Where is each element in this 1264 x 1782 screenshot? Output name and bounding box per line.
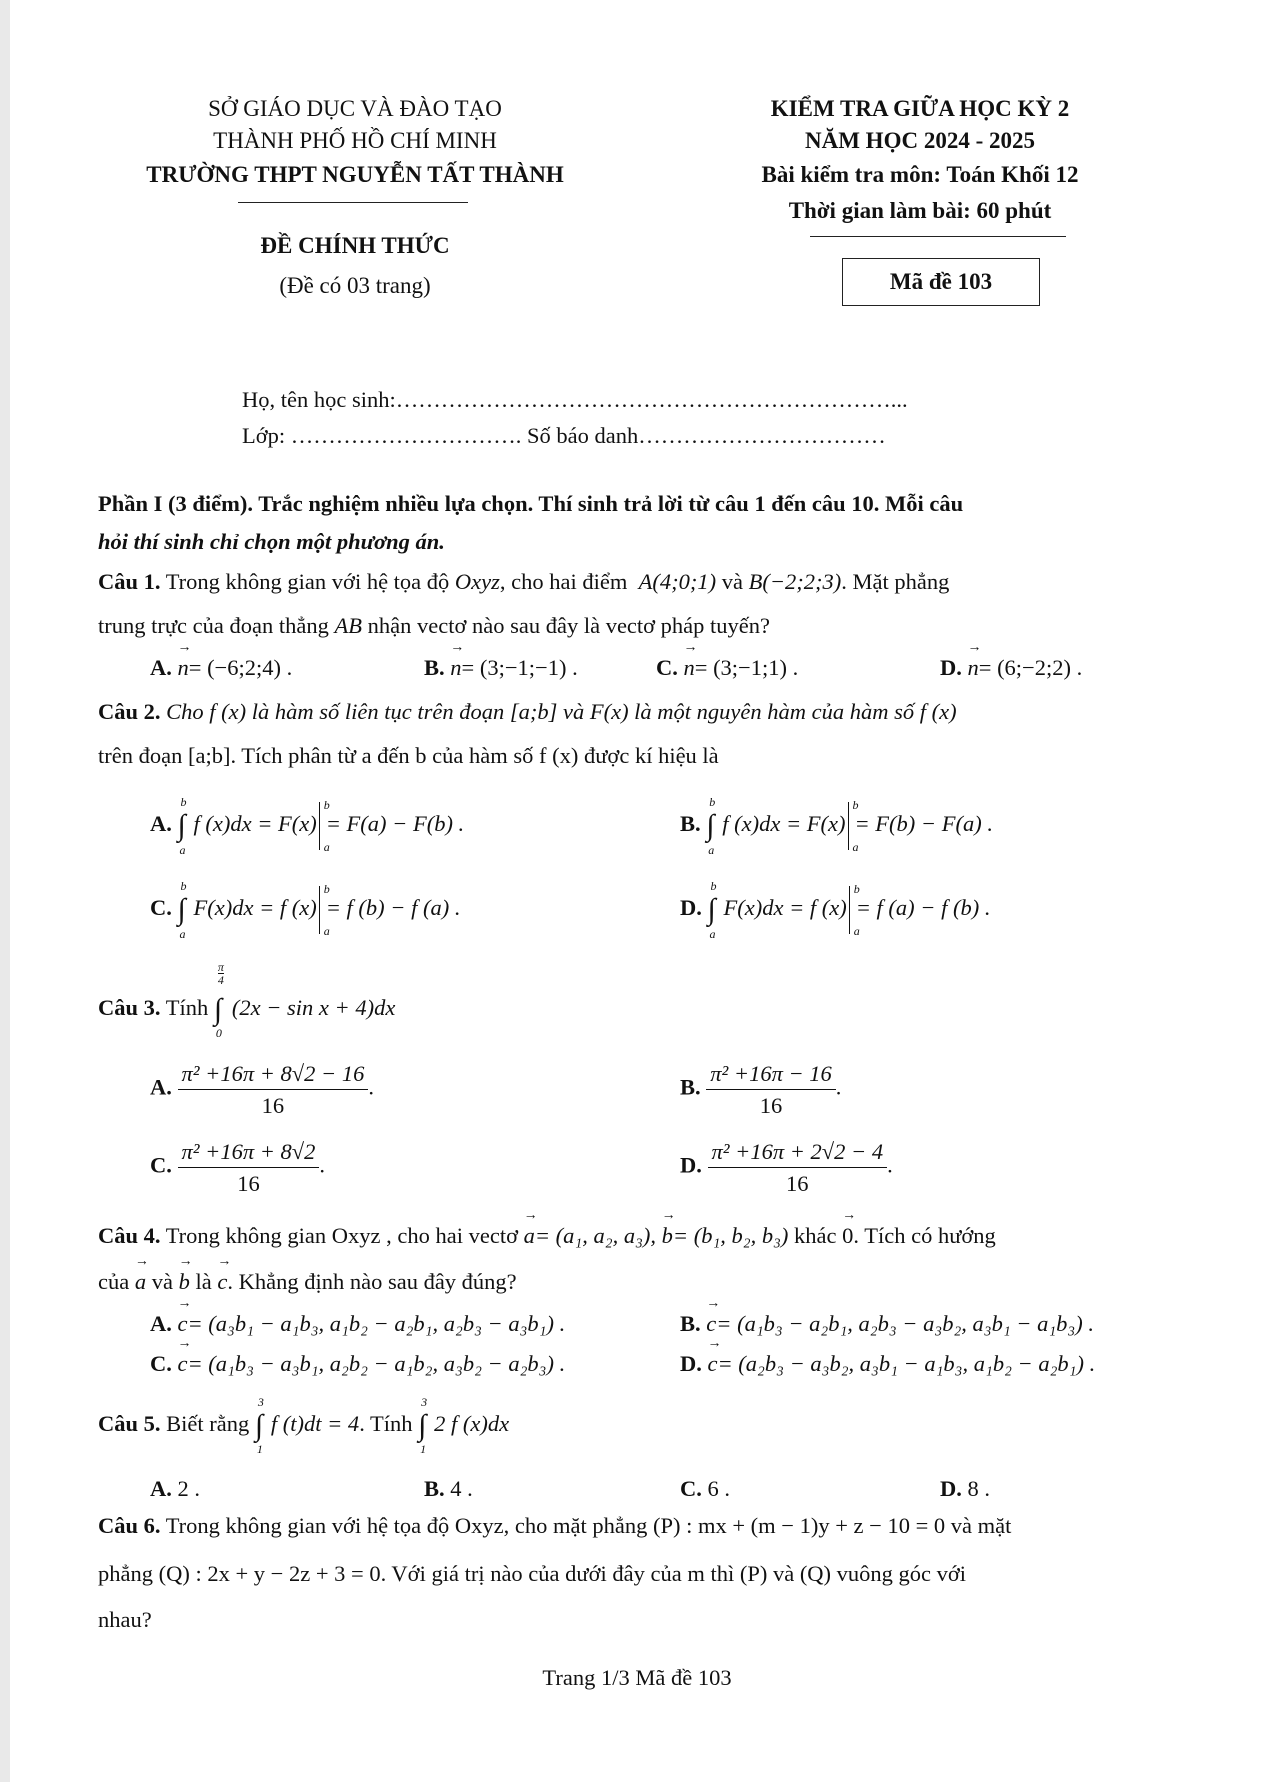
vector-b: → b (179, 1268, 190, 1295)
option-value: = (3;−1;1) . (694, 655, 799, 680)
q4-line1: Trong không gian Oxyz , cho hai vectơ (165, 1223, 518, 1248)
option-value: = (a₂b₃ − a₃b₂, a₃b₁ − a₁b₃, a₁b₂ − a₂b₁) . (717, 1351, 1096, 1376)
q5-text2: . Tính (359, 1411, 413, 1436)
city-name: THÀNH PHỐ HỒ CHÍ MINH (213, 128, 497, 153)
q4-line2b: và (151, 1269, 173, 1294)
result: = f (b) − f (a) . (325, 895, 461, 921)
vector-n: → n (450, 654, 461, 681)
vector-n: → n (684, 654, 695, 681)
option-label: B. (680, 1311, 701, 1336)
lower-bound: a (709, 926, 716, 941)
integral-sign: b ∫ a (707, 879, 717, 941)
question-6-line3 (98, 1606, 152, 1633)
option-label: D. (680, 1152, 702, 1178)
student-name-row (242, 386, 908, 413)
vector-n: → n (968, 654, 979, 681)
subject: Bài kiểm tra môn: Toán Khối 12 (761, 162, 1079, 187)
question-5-label: Câu 5. (98, 1411, 161, 1436)
q4-option-c[interactable] (150, 1350, 565, 1377)
q5-text1: Biết rằng (166, 1411, 250, 1436)
student-name-field[interactable]: …………………………………………………………... (395, 387, 908, 412)
upper-bound: b (180, 795, 187, 809)
q5-option-c[interactable] (680, 1475, 730, 1502)
question-4-label: Câu 4. (98, 1223, 161, 1248)
question-2-label: Câu 2. (98, 699, 161, 724)
class-label: Lớp: (242, 423, 286, 448)
fraction (706, 1060, 836, 1119)
option-value: 4 . (450, 1476, 473, 1501)
lower-bound: a (179, 926, 186, 941)
question-6-label: Câu 6. (98, 1513, 161, 1538)
q1-text2: , cho hai điểm (499, 569, 628, 594)
lower-bound: a (179, 842, 186, 857)
denominator: 16 (786, 1171, 809, 1196)
vector-a: → a (524, 1222, 535, 1249)
upper-bound: b (323, 882, 330, 896)
option-label: C. (680, 1476, 702, 1501)
vector-a: → a (135, 1268, 146, 1295)
question-6-line2 (98, 1560, 966, 1587)
evaluation-bar (319, 798, 330, 854)
option-label: B. (424, 1476, 445, 1501)
student-id-label: Số báo danh (527, 423, 639, 448)
numerator: π² +16π + 2√2 − 4 (708, 1138, 888, 1168)
fraction (178, 1138, 320, 1197)
question-1-label: Câu 1. (98, 569, 161, 594)
option-value: = (a₃b₁ − a₁b₃, a₁b₂ − a₂b₁, a₂b₃ − a₃b₁) . (187, 1311, 566, 1336)
option-label: C. (150, 895, 172, 921)
question-1-line1 (98, 568, 949, 595)
student-name-label: Họ, tên học sinh: (242, 387, 396, 412)
lower-bound: a (323, 923, 330, 938)
option-value: = (6;−2;2) . (978, 655, 1083, 680)
denominator: 16 (237, 1171, 260, 1196)
q1-text: Trong không gian với hệ tọa độ (165, 569, 450, 594)
integrand: (2x − sin x + 4)dx (231, 995, 396, 1020)
exam-code-box (842, 258, 1040, 306)
q1-option-c[interactable] (656, 654, 798, 681)
header-left-rule (238, 202, 468, 203)
lower-bound: 0 (215, 1026, 222, 1041)
q6-line2: phẳng (Q) : 2x + y − 2z + 3 = 0. Với giá trị nào của dưới đây của m thì (P) và (Q) vuông góc với (98, 1561, 967, 1586)
integral-sign: b ∫ a (706, 795, 716, 857)
question-4-line2 (98, 1268, 517, 1295)
option-label: B. (424, 655, 445, 680)
lower-bound: a (853, 923, 860, 938)
upper-bound: b (180, 879, 187, 893)
q1-line2b: nhận vectơ nào sau đây là vectơ pháp tuyến? (367, 613, 771, 638)
option-label: C. (656, 655, 678, 680)
section-title-line2: hỏi thí sinh chỉ chọn một phương án. (98, 529, 445, 554)
lower-bound: 1 (256, 1442, 263, 1457)
integral-sign: b ∫ a (177, 795, 187, 857)
q1-option-a[interactable] (150, 654, 292, 681)
q5-option-a[interactable] (150, 1475, 200, 1502)
upper-bound-fraction (218, 961, 224, 986)
lower-bound: a (708, 842, 715, 857)
q3-option-b[interactable]: B. $\frac{\text{π² +16π − 16}}{16}$ . (680, 1061, 842, 1118)
question-4-line1 (98, 1222, 996, 1249)
question-5-line (98, 1394, 510, 1457)
integral-sign: 3 ∫ 1 (418, 1394, 428, 1457)
q1-and: và (721, 569, 743, 594)
q6-line3: nhau? (98, 1607, 152, 1632)
evaluation-bar (849, 882, 860, 938)
page-footer: Trang 1/3 Mã đề 103 (542, 1665, 732, 1690)
q1-option-b[interactable] (424, 654, 578, 681)
numerator: π² +16π + 8√2 (178, 1138, 320, 1168)
q1-line2: trung trực của đoạn thẳng (98, 613, 329, 638)
upper-den: 4 (217, 972, 224, 987)
q3-option-c[interactable]: C. $\frac{\text{π² +16π + 8√2}}{16}$ . (150, 1139, 326, 1196)
integral-2: 2 f (x)dx (434, 1411, 510, 1436)
q4-text-khac: khác (794, 1223, 837, 1248)
question-2-line1 (98, 698, 957, 725)
option-value: 8 . (967, 1476, 990, 1501)
result: = F(b) − F(a) . (854, 811, 993, 837)
vector-c: → c (178, 1310, 188, 1337)
question-3-label: Câu 3. (98, 995, 161, 1020)
option-value: 6 . (707, 1476, 730, 1501)
exam-page (10, 0, 1264, 1782)
numerator: π² +16π − 16 (706, 1060, 836, 1090)
q4-option-a[interactable] (150, 1310, 565, 1337)
upper-bound: b (323, 798, 330, 812)
point-a: A(4;0;1) (638, 569, 717, 594)
integrand: F(x)dx = f (x) (193, 895, 317, 921)
option-value: = (a₁b₃ − a₃b₁, a₂b₂ − a₁b₂, a₃b₂ − a₂b₃) . (187, 1351, 566, 1376)
question-3-line (98, 959, 396, 1041)
q4-option-d[interactable] (680, 1350, 1095, 1377)
vector-b: → b (662, 1222, 673, 1249)
q1-oxyz: Oxyz (454, 569, 500, 594)
option-label: A. (150, 1476, 172, 1501)
integral-1: f (t)dt = 4 (270, 1411, 360, 1436)
upper-num: π (217, 959, 224, 974)
q1-text3: . Mặt phẳng (841, 569, 950, 594)
integral-sign: b ∫ a (177, 879, 187, 941)
q6-line1: Trong không gian với hệ tọa độ Oxyz, cho mặt phẳng (P) : mx + (m − 1)y + z − 10 = 0 và mặt (165, 1513, 1012, 1538)
vector-b-def: = (b₁, b₂, b₃) (672, 1223, 789, 1248)
option-label: B. (680, 1074, 701, 1100)
q4-option-b[interactable] (680, 1310, 1094, 1337)
fraction (708, 1138, 888, 1197)
q5-option-b[interactable] (424, 1475, 473, 1502)
question-6-line1 (98, 1512, 1011, 1539)
vector-c: → c (217, 1268, 227, 1295)
option-value: = (−6;2;4) . (188, 655, 293, 680)
lower-bound: a (852, 839, 859, 854)
vector-c: → c (706, 1310, 716, 1337)
q2-option-b[interactable] (680, 795, 993, 857)
zero-vector: → 0 (842, 1222, 853, 1249)
evaluation-bar (319, 882, 330, 938)
result: = F(a) − F(b) . (325, 811, 465, 837)
duration: Thời gian làm bài: 60 phút (788, 198, 1052, 223)
student-id-field[interactable]: …………………………… (638, 423, 886, 448)
integral-sign: 3 ∫ 1 (254, 1394, 264, 1457)
integrand: f (x)dx = F(x) (722, 811, 846, 837)
option-label: D. (680, 895, 702, 921)
question-1-line2 (98, 612, 770, 639)
option-label: A. (150, 1074, 172, 1100)
upper-bound: b (709, 795, 716, 809)
q4-line2d: . Khẳng định nào sau đây đúng? (227, 1269, 517, 1294)
option-label: D. (940, 655, 962, 680)
option-value: = (a₁b₃ − a₂b₁, a₂b₃ − a₃b₂, a₃b₁ − a₁b₃) . (716, 1311, 1094, 1336)
evaluation-bar (848, 798, 859, 854)
integrand: f (x)dx = F(x) (193, 811, 317, 837)
q3-option-a[interactable]: A. $\frac{\text{π² +16π + 8√2 − 16}}{16}$ . (150, 1061, 374, 1118)
q2-option-d[interactable] (680, 879, 991, 941)
q1-option-d[interactable] (940, 654, 1082, 681)
vector-c: → c (178, 1350, 188, 1377)
q5-option-d[interactable] (940, 1475, 990, 1502)
integrand: F(x)dx = f (x) (723, 895, 847, 921)
q2-line1: Cho f (x) là hàm số liên tục trên đoạn [a;b] và F(x) là một nguyên hàm của hàm số f (x) (166, 699, 957, 724)
exam-title: KIỂM TRA GIỮA HỌC KỲ 2 (770, 96, 1070, 121)
school-name: TRƯỜNG THPT NGUYỄN TẤT THÀNH (146, 162, 564, 187)
upper-bound: b (852, 798, 859, 812)
option-label: B. (680, 811, 701, 837)
dept-name: SỞ GIÁO DỤC VÀ ĐÀO TẠO (208, 96, 502, 121)
numerator: π² +16π + 8√2 − 16 (178, 1060, 369, 1090)
denominator: 16 (759, 1093, 783, 1118)
class-field[interactable]: …………………………. (290, 423, 528, 448)
lower-bound: a (323, 839, 330, 854)
lower-bound: 1 (420, 1442, 427, 1457)
result: = f (a) − f (b) . (855, 895, 991, 921)
q2-option-c[interactable] (150, 879, 461, 941)
upper-bound: 3 (421, 1394, 428, 1409)
vector-c: → c (708, 1350, 718, 1377)
q3-option-d[interactable]: D. $\frac{\text{π² +16π + 2√2 − 4}}{16}$ . (680, 1139, 893, 1196)
q4-line1c: . Tích có hướng (853, 1223, 996, 1248)
option-label: A. (150, 655, 172, 680)
fraction (178, 1060, 369, 1119)
denominator: 16 (261, 1093, 285, 1118)
vector-a-def: = (a₁, a₂, a₃), (534, 1223, 657, 1248)
q2-line2: trên đoạn [a;b]. Tích phân từ a đến b của hàm số f (x) được kí hiệu là (98, 743, 719, 768)
option-value: 2 . (177, 1476, 200, 1501)
school-year: NĂM HỌC 2024 - 2025 (805, 128, 1035, 153)
option-label: C. (150, 1152, 172, 1178)
option-label: A. (150, 811, 172, 837)
option-label: D. (940, 1476, 962, 1501)
q4-line2c: là (195, 1269, 212, 1294)
header-right-rule (810, 236, 1066, 237)
q2-option-a[interactable] (150, 795, 465, 857)
upper-bound: 3 (257, 1394, 264, 1409)
option-label: D. (680, 1351, 702, 1376)
section-title-line1: Phần I (3 điểm). Trắc nghiệm nhiều lựa chọn. Thí sinh trả lời từ câu 1 đến câu 10. Mỗi câu (98, 491, 964, 516)
page-count-note: (Đề có 03 trang) (279, 273, 431, 298)
q3-text: Tính (165, 995, 209, 1020)
vector-n: → n (178, 654, 189, 681)
upper-bound: b (853, 882, 860, 896)
upper-bound: b (710, 879, 717, 893)
option-label: A. (150, 1311, 172, 1336)
option-value: = (3;−1;−1) . (461, 655, 578, 680)
q1-ab: AB (334, 613, 362, 638)
q4-line2a: của (98, 1269, 130, 1294)
student-class-row (242, 422, 886, 449)
official-label: ĐỀ CHÍNH THỨC (260, 233, 450, 258)
point-b: B(−2;2;3) (748, 569, 842, 594)
integral-sign: $\frac{\pi}{4}$ ∫ 0 (213, 959, 224, 1041)
question-2-line2 (98, 742, 719, 769)
exam-code: Mã đề 103 (889, 269, 993, 294)
option-label: C. (150, 1351, 172, 1376)
